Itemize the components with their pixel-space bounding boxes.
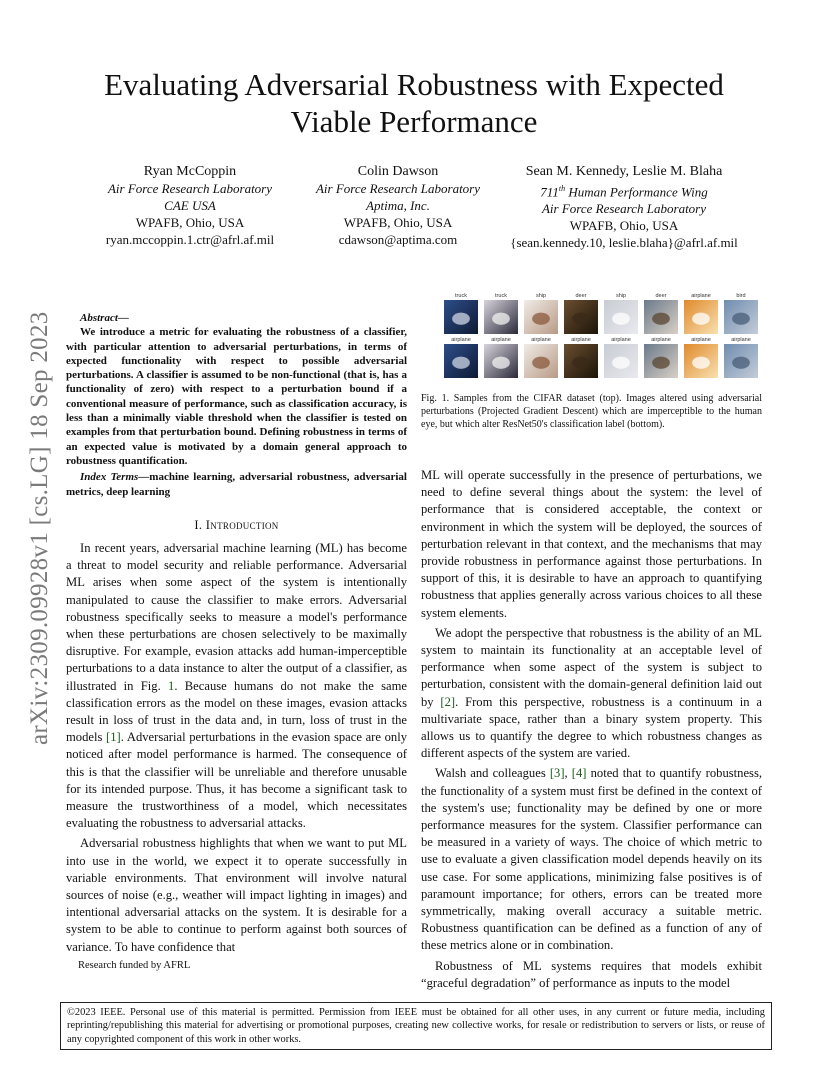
thumbnail-label: ship — [535, 293, 547, 299]
author-affiliation: Air Force Research Laboratory — [107, 181, 273, 196]
citation-link[interactable]: [3] — [549, 766, 565, 781]
figure-reference-link[interactable]: 1 — [168, 678, 175, 693]
index-terms-text: —machine learning, adversarial robustness, adversarial metrics, deep learning — [66, 471, 407, 498]
paper-title — [40, 66, 788, 140]
thumbnail-subject — [692, 357, 710, 369]
author-location: WPAFB, Ohio, USA — [135, 215, 245, 230]
author-location: WPAFB, Ohio, USA — [343, 215, 453, 230]
author-affiliation: 711th Human Performance Wing — [540, 184, 708, 200]
author-block-2 — [278, 163, 518, 248]
thumbnail-subject — [732, 357, 750, 369]
paragraph: Walsh and colleagues [3], [4] noted that to quantify robustness, the functionality of a system must first be defined in the context of the system's use; functionality may be defined by one or more performance measures for the system. Classifier performance can be measured in a variety of ways. The choice of which metric to use to evaluate a given classification model depends heavily on its use case. For some applications, minimizing false positives is of paramount importance; for others, errors can be treated more symmetrically, making overall accuracy a suitable metric. Robustness quantification can be defined as a function of any of these metrics alone or in combination. — [421, 766, 762, 953]
paragraph: Robustness of ML systems requires that models exhibit “graceful degradation” of performance as inputs to the model — [421, 958, 762, 990]
citation-link[interactable]: [4] — [571, 766, 587, 781]
author-name: Sean M. Kennedy, Leslie M. Blaha — [525, 164, 723, 179]
thumbnail-subject — [612, 313, 630, 325]
thumbnail-subject — [492, 357, 510, 369]
thumbnail-subject — [652, 313, 670, 325]
thumbnail-subject — [492, 313, 510, 325]
thumbnail-label: bird — [736, 293, 746, 299]
thumbnail-subject — [532, 313, 550, 325]
thumbnail-subject — [532, 357, 550, 369]
thumbnail-label: truck — [455, 293, 467, 299]
thumbnail-subject — [652, 357, 670, 369]
figure-thumbnails — [441, 288, 771, 378]
thumbnail-label: airplane — [571, 337, 591, 343]
thumbnail-label: deer — [655, 293, 667, 299]
thumbnail-subject — [452, 313, 470, 325]
thumbnail-subject — [452, 357, 470, 369]
citation-link[interactable]: [1] — [106, 730, 121, 745]
thumbnail-label: airplane — [731, 337, 751, 343]
author-email: cdawson@aptima.com — [338, 232, 458, 247]
author-affiliation: Air Force Research Laboratory — [541, 201, 707, 217]
figure-caption: Fig. 1. Samples from the CIFAR dataset (top). Images altered using adversarial perturbations (Projected Gradient Descent) which are imperceptible to the human eye, but which alter ResNet50's classification label (bottom). — [421, 393, 762, 430]
paragraph: We adopt the perspective that robustness is the ability of an ML system to maintain its functionality at an acceptable level of performance when some aspect of the system is subject to perturbation, consistent with the domain-general definition laid out by [2]. From this perspective, robustness is a continuum in a multivariate space, rather than a binary system property. This allows us to quantify the degree to which robustness changes as different aspects of the system are varied. — [421, 625, 762, 761]
paragraph: In recent years, adversarial machine learning (ML) has become a threat to model security and reliable performance. Adversarial ML arises when some aspect of the system is intentionally manipulated to cause the classifier to make errors. Adversarial robustness specifically seeks to measure a model's performance when these perturbations are chosen selectively to be maximally disruptive. For example, evasion attacks add human-imperceptible perturbations to a data instance to alter the output of a classifier, as illustrated in Fig. 1. Because humans do not make the same classification errors as the model on these images, evasion attacks result in loss of trust in the data and, in turn, loss of trust in the models [1]. Adversarial perturbations in the evasion space are only noticed after model performance is harmed. The consequence of this is that the classifier will be unreliable and therefore unusable for its intended purpose. Thus, it has become a significant task to measure the trustworthiness of a model, which necessitates evaluating the robustness to adversarial attacks. — [66, 541, 408, 831]
thumbnail-label: airplane — [491, 337, 511, 343]
thumbnail-subject — [612, 357, 630, 369]
author-email: {sean.kennedy.10, leslie.blaha}@afrl.af.mil — [510, 235, 738, 251]
thumbnail-label: airplane — [531, 337, 551, 343]
thumbnail-subject — [732, 313, 750, 325]
index-terms-label: Index Terms — [80, 471, 139, 484]
thumbnail-label: deer — [575, 293, 587, 299]
footnote: Research funded by AFRL — [78, 960, 191, 971]
thumbnail-subject — [572, 313, 590, 325]
author-affiliation: CAE USA — [164, 198, 216, 213]
thumbnail-subject — [692, 313, 710, 325]
copyright-notice: ©2023 IEEE. Personal use of this material is permitted. Permission from IEEE must be obtained for all other uses, in any current or future media, including reprinting/republishing this material for advertising or promotional purposes, creating new collective works, for resale or redistribution to servers or lists, or reuse of any copyrighted component of this work in other works. — [60, 1002, 772, 1050]
abstract-label: Abstract— — [80, 312, 129, 324]
right-column — [421, 467, 762, 992]
thumbnail-label: airplane — [691, 337, 711, 343]
thumbnail-label: truck — [495, 293, 507, 299]
paragraph: Adversarial robustness highlights that when we want to put ML into use in the world, we expect it to operate successfully in variable environments. That environment will involve natural sources of noise (e.g., weather will impact lighting in images) and intentional adversarial attacks on the system. It is desirable for a system to be able to continue to perform against both sources of variance. To have confidence that — [66, 836, 407, 954]
author-name: Ryan McCoppin — [143, 164, 237, 179]
arxiv-identifier: arXiv:2309.09928v1 [cs.LG] 18 Sep 2023 — [26, 311, 53, 745]
thumbnail-label: airplane — [611, 337, 631, 343]
thumbnail-label: airplane — [651, 337, 671, 343]
thumbnail-label: airplane — [451, 337, 471, 343]
thumbnail-label: ship — [615, 293, 627, 299]
author-block-3 — [484, 163, 764, 251]
title-line-1: Evaluating Adversarial Robustness with Expected — [104, 67, 724, 102]
author-block-1 — [70, 163, 310, 248]
section-heading: I. Introduction — [194, 518, 279, 532]
citation-link[interactable]: [2] — [440, 694, 456, 709]
thumbnail-label: airplane — [691, 293, 711, 299]
section-title: Introduction — [205, 518, 279, 532]
thumbnail-subject — [572, 357, 590, 369]
author-location: WPAFB, Ohio, USA — [569, 218, 679, 234]
abstract — [66, 311, 407, 499]
title-line-2: Viable Performance — [290, 104, 538, 139]
author-email: ryan.mccoppin.1.ctr@afrl.af.mil — [105, 232, 275, 247]
author-affiliation: Aptima, Inc. — [366, 198, 430, 213]
figure-1-image — [441, 288, 771, 378]
author-name: Colin Dawson — [357, 164, 439, 179]
abstract-text: We introduce a metric for evaluating the robustness of a classifier, with particular attention to adversarial perturbations, in terms of expected functionality with respect to possible adversarial perturbations. A classifier is assumed to be non-functional (that is, has a functionality of zero) with respect to a perturbation bound if a conventional measure of performance, such as classification accuracy, is less than a minimally viable threshold when the classifier is tested on examples from that perturbation bound. Defining robustness in terms of an expected value is motivated by a domain general approach to robustness quantification. — [66, 326, 407, 467]
author-affiliation: Air Force Research Laboratory — [315, 181, 481, 196]
left-column — [66, 540, 407, 956]
paragraph: ML will operate successfully in the presence of perturbations, we need to define several things about the system: the level of performance that is considered acceptable, the context or environment in which the system will be deployed, the sources of perturbation relevant in that context, and the mechanisms that may provide robustness in performance against those perturbations. In support of this, it is desirable to have an approach to quantifying robustness that applies generally across various choices to all these system elements. — [421, 468, 762, 620]
